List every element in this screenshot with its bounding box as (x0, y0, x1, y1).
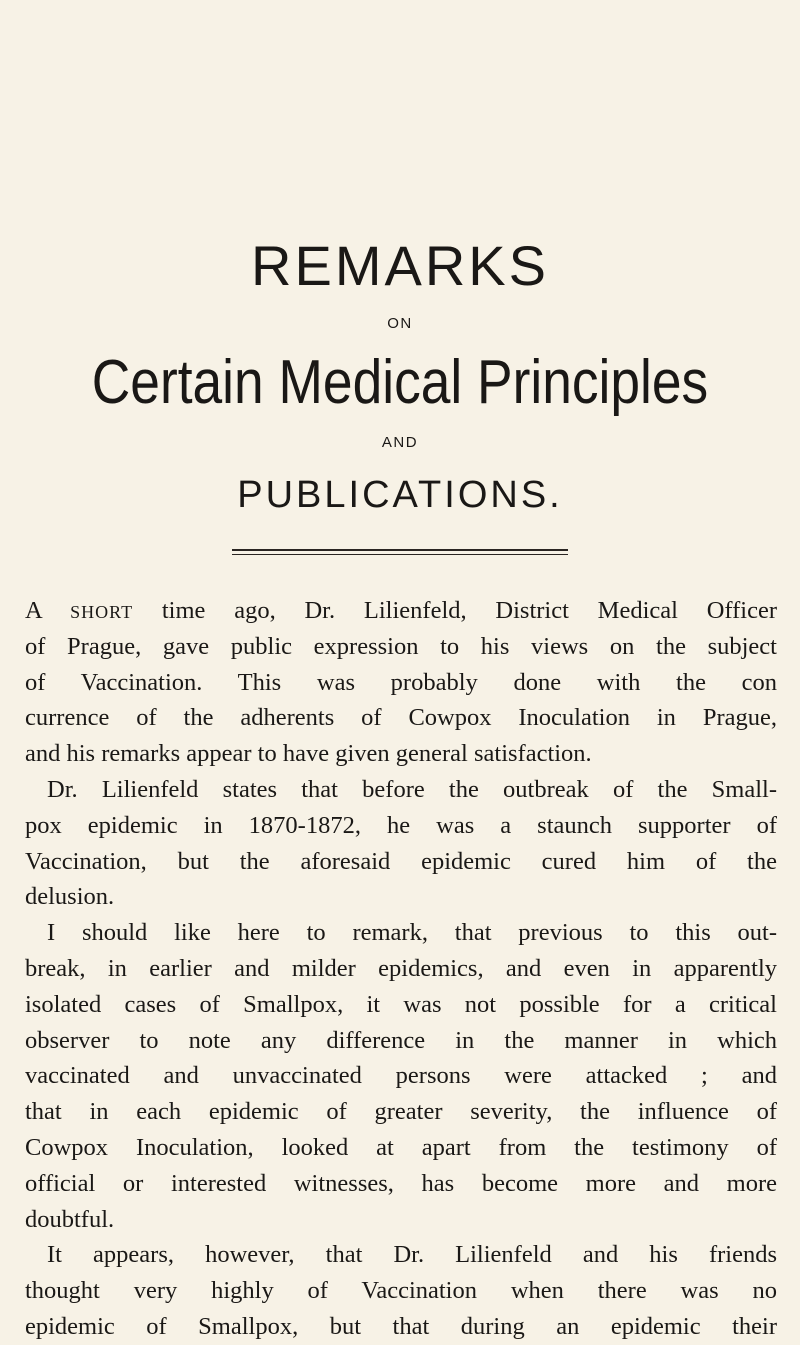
title-on: ON (387, 315, 413, 332)
text-line-16: Cowpox Inoculation, looked at apart from the testimony of (25, 1133, 777, 1161)
text-line-21: epidemic of Smallpox, but that during an epidemic their (25, 1312, 777, 1340)
title-publications: PUBLICATIONS. (237, 474, 563, 516)
text-line-7: pox epidemic in 1870-1872, he was a staunch supporter of (25, 811, 777, 839)
text-line-17: official or interested witnesses, has become more and more (25, 1169, 777, 1197)
dropcap-letter: A (25, 597, 42, 624)
title-remarks: REMARKS (251, 234, 549, 297)
title-and: AND (381, 434, 419, 451)
text-line-12: isolated cases of Smallpox, it was not possible for a critical (25, 990, 777, 1018)
text-line-14: vaccinated and unvaccinated persons were attacked ; and (25, 1062, 777, 1090)
line-1-rest: time ago, Dr. Lilienfeld, District Medical Officer (161, 597, 777, 624)
text-line-8: Vaccination, but the aforesaid epidemic cured him of the (25, 847, 777, 875)
text-line-9: delusion. (25, 883, 115, 911)
title-certain-medical-principles: Certain Medical Principles (91, 348, 709, 417)
text-line-6: Dr. Lilienfeld states that before the outbreak of the Small- (47, 775, 777, 803)
text-line-18: doubtful. (25, 1205, 115, 1233)
double-rule-divider (232, 549, 568, 556)
text-line-10: I should like here to remark, that previous to this out- (47, 919, 777, 947)
text-line-1 (25, 593, 777, 629)
text-line-4: currence of the adherents of Cowpox Inoculation in Prague, (25, 704, 777, 732)
smallcaps-word: SHORT (70, 602, 134, 622)
body-paragraphs (25, 593, 777, 1345)
text-line-20: thought very highly of Vaccination when there was no (25, 1277, 777, 1305)
text-line-5: and his remarks appear to have given general satisfaction. (25, 740, 592, 768)
text-line-15: that in each epidemic of greater severity, the influence of (25, 1098, 777, 1126)
text-line-3: of Vaccination. This was probably done with the con (25, 668, 777, 696)
text-line-13: observer to note any difference in the manner in which (25, 1026, 777, 1054)
rule-thick (232, 549, 568, 551)
text-line-19: It appears, however, that Dr. Lilienfeld and his friends (47, 1241, 777, 1269)
text-line-2: of Prague, gave public expression to his views on the subject (25, 632, 777, 660)
text-line-11: break, in earlier and milder epidemics, and even in apparently (25, 954, 777, 982)
rule-thin (232, 554, 568, 555)
